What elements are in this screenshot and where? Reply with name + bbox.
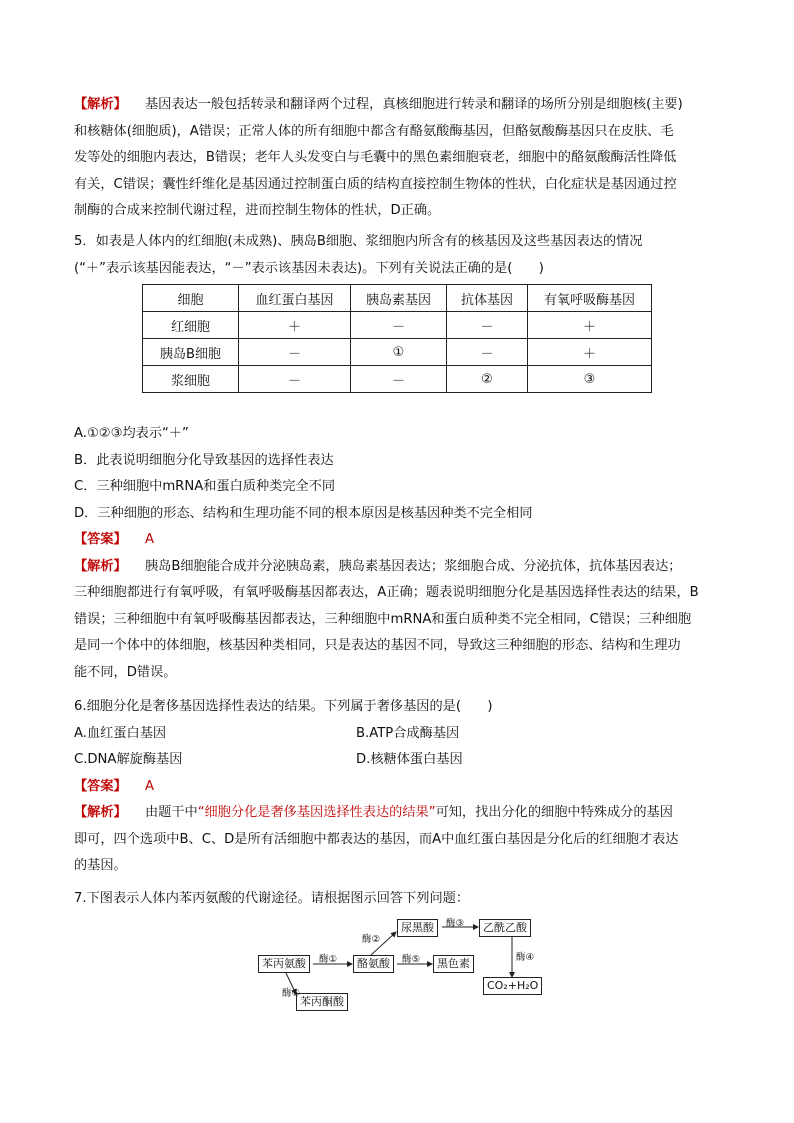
enzyme-label: 酶②	[362, 934, 381, 945]
table-row	[143, 339, 652, 366]
answer-tag: 【答案】	[74, 532, 127, 547]
question-text: (“＋”表示该基因能表达，“－”表示该基因未表达)。下列有关说法正确的是( )	[74, 260, 544, 276]
question-text: 6.细胞分化是奢侈基因选择性表达的结果。下列属于奢侈基因的是( )	[74, 699, 493, 714]
table-cell: 胰岛B细胞	[143, 339, 239, 366]
analysis-text: 能不同，D错误。	[74, 664, 177, 680]
analysis-text: 的基因。	[74, 858, 127, 873]
node-homogentisic-acid: 尿黑酸	[397, 919, 438, 937]
node-phenylpyruvic-acid: 苯丙酮酸	[296, 993, 348, 1011]
table-cell: ＋	[239, 312, 351, 339]
table-cell: －	[447, 312, 528, 339]
table-cell: －	[239, 366, 351, 393]
node-melanin: 黑色素	[433, 955, 474, 973]
analysis-text: 和核糖体(细胞质)，A错误；正常人体的所有细胞中都含有酪氨酸酶基因，但酪氨酸酶基因只在皮肤、毛	[74, 123, 674, 139]
option-b: B．此表说明细胞分化导致基因的选择性表达	[74, 452, 334, 468]
analysis-text: 由题干中	[144, 805, 198, 820]
table-cell: －	[447, 339, 528, 366]
q5-options	[74, 421, 726, 686]
table-row	[143, 312, 652, 339]
table-cell: ②	[447, 366, 528, 393]
q7	[74, 886, 726, 913]
analysis-tag: 【解析】	[74, 97, 127, 112]
table-header-cell: 胰岛素基因	[351, 285, 447, 312]
table-cell: ③	[528, 366, 652, 393]
answer-tag: 【答案】	[74, 778, 127, 794]
enzyme-label: 酶①	[319, 954, 338, 965]
node-phenylalanine: 苯丙氨酸	[258, 955, 310, 973]
table-cell: ①	[351, 339, 447, 366]
answer-value: A	[144, 778, 154, 794]
table-cell: －	[351, 312, 447, 339]
table-header-cell: 血红蛋白基因	[239, 285, 351, 312]
table-header-cell: 有氧呼吸酶基因	[528, 285, 652, 312]
gene-expression-table	[142, 284, 652, 393]
table-cell: 红细胞	[143, 312, 239, 339]
analysis-text: 即可，四个选项中B、C、D是所有活细胞中都表达的基因，而A中血红蛋白基因是分化后的红细胞才表达	[74, 831, 679, 847]
analysis-text: 制酶的合成来控制代谢过程，进而控制生物体的性状，D正确。	[74, 203, 441, 218]
table-cell: 浆细胞	[143, 366, 239, 393]
table-row	[143, 366, 652, 393]
table-cell: －	[239, 339, 351, 366]
enzyme-label: 酶④	[516, 952, 535, 963]
option-c: C．三种细胞中mRNA和蛋白质种类完全不同	[74, 479, 336, 494]
analysis-quote: “细胞分化是奢侈基因选择性表达的结果”	[197, 805, 436, 820]
option-c: C.DNA解旋酶基因	[74, 752, 183, 767]
option-a: A.血红蛋白基因	[74, 725, 167, 741]
analysis-text: 三种细胞都进行有氧呼吸，有氧呼吸酶基因都表达，A正确；题表说明细胞分化是基因选择性表达的结果，B	[74, 585, 699, 600]
analysis-text: 胰岛B细胞能合成并分泌胰岛素，胰岛素基因表达；浆细胞合成、分泌抗体，抗体基因表达；	[144, 558, 682, 574]
analysis-text: 基因表达一般包括转录和翻译两个过程，真核细胞进行转录和翻译的场所分别是细胞核(主要)	[144, 97, 683, 112]
enzyme-label: 酶⑥	[282, 988, 301, 999]
answer-value: A	[144, 532, 154, 547]
table-cell: ＋	[528, 312, 652, 339]
option-b: B.ATP合成酶基因	[356, 725, 460, 741]
q4-analysis	[74, 92, 726, 225]
option-d: D.核糖体蛋白基因	[356, 752, 463, 767]
analysis-text: 可知，找出分化的细胞中特殊成分的基因	[435, 805, 673, 820]
q5-stem	[74, 229, 726, 282]
table-cell: －	[351, 366, 447, 393]
question-text: 7.下图表示人体内苯丙氨酸的代谢途径。请根据图示回答下列问题：	[74, 891, 470, 906]
enzyme-label: 酶⑤	[402, 954, 421, 965]
table-header-cell: 细胞	[143, 285, 239, 312]
analysis-tag: 【解析】	[74, 805, 127, 820]
q6	[74, 694, 726, 880]
enzyme-label: 酶③	[446, 918, 465, 929]
table-cell: ＋	[528, 339, 652, 366]
table-header-cell: 抗体基因	[447, 285, 528, 312]
option-d: D．三种细胞的形态、结构和生理功能不同的根本原因是核基因种类不完全相同	[74, 505, 533, 521]
analysis-text: 是同一个体中的体细胞，核基因种类相同，只是表达的基因不同，导致这三种细胞的形态、结构和生理功	[74, 638, 681, 653]
analysis-text: 有关，C错误；囊性纤维化是基因通过控制蛋白质的结构直接控制生物体的性状，白化症状是基因通过控	[74, 176, 677, 192]
node-co2-h2o: CO₂+H₂O	[483, 977, 542, 995]
analysis-text: 发等处的细胞内表达，B错误；老年人头发变白与毛囊中的黑色素细胞衰老，细胞中的酪氨酸酶活性降低	[74, 150, 677, 165]
node-acetoacetic-acid: 乙酰乙酸	[479, 919, 531, 937]
node-tyrosine: 酪氨酸	[353, 955, 394, 973]
table-header-row	[143, 285, 652, 312]
option-a: A.①②③均表示“＋”	[74, 426, 189, 441]
question-text: 5．如表是人体内的红细胞(未成熟)、胰岛B细胞、浆细胞内所含有的核基因及这些基因表达的情况	[74, 234, 643, 249]
analysis-text: 错误；三种细胞中有氧呼吸酶基因都表达，三种细胞中mRNA和蛋白质种类不完全相同，C错误；三种细胞	[74, 611, 692, 627]
analysis-tag: 【解析】	[74, 558, 127, 574]
